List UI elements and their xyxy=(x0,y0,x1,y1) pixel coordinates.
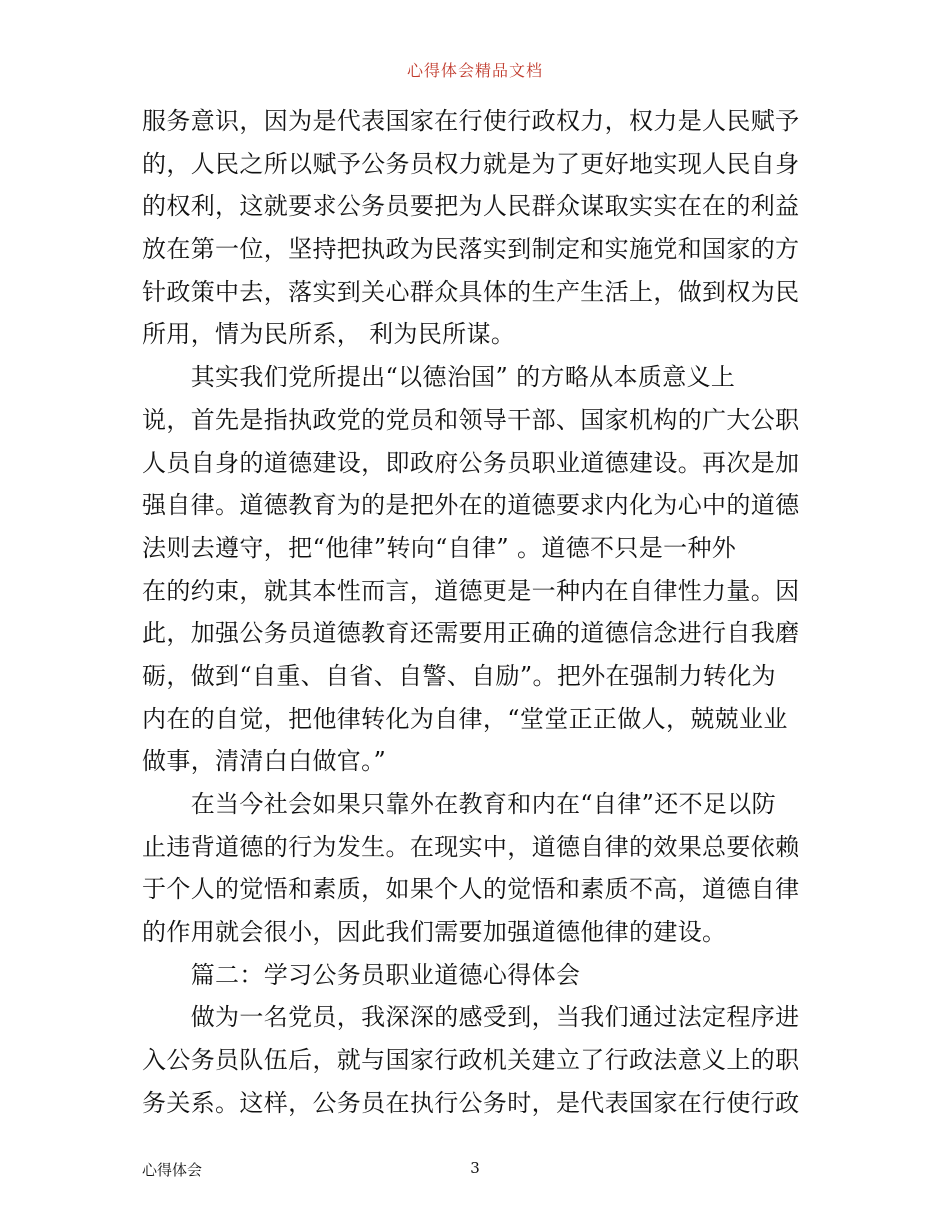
text-line: 务关系。这样，公务员在执行公务时，是代表国家在行使行政 xyxy=(142,1088,800,1117)
text-line: 止违背道德的行为发生。在现实中，道德自律的效果总要依赖 xyxy=(142,832,800,861)
page-number: 3 xyxy=(470,1159,480,1177)
text-line: 其实我们党所提出“以德治国” 的方略从本质意义上 xyxy=(142,363,736,392)
text-line: 人员自身的道德建设，即政府公务员职业道德建设。再次是加 xyxy=(142,448,800,477)
text-line: 在当今社会如果只靠外在教育和内在“自律”还不足以防 xyxy=(142,790,776,818)
text-line: 做为一名党员，我深深的感受到，当我们通过法定程序进 xyxy=(142,1003,800,1032)
text-line: 所用，情为民所系， 利为民所谋。 xyxy=(142,320,516,349)
text-line: 于个人的觉悟和素质，如果个人的觉悟和素质不高，道德自律 xyxy=(142,875,800,904)
body-text xyxy=(142,100,814,1125)
text-line: 针政策中去，落实到关心群众具体的生产生活上，做到权为民 xyxy=(142,277,800,306)
text-line: 的，人民之所以赋予公务员权力就是为了更好地实现人民自身 xyxy=(142,149,800,178)
text-line: 做事，清清白白做官。” xyxy=(142,747,387,776)
text-line: 此，加强公务员道德教育还需要用正确的道德信念进行自我磨 xyxy=(142,619,800,648)
text-line: 在的约束，就其本性而言，道德更是一种内在自律性力量。因 xyxy=(142,576,800,605)
text-line: 砺，做到“自重、自省、自警、自励”。把外在强制力转化为 xyxy=(142,661,776,690)
text-line: 说，首先是指执政党的党员和领导干部、国家机构的广大公职 xyxy=(142,405,800,434)
text-line: 法则去遵守，把“他律”转向“自律” 。道德不只是一种外 xyxy=(142,533,737,562)
footer-label: 心得体会 xyxy=(142,1161,203,1179)
text-line: 服务意识，因为是代表国家在行使行政权力，权力是人民赋予 xyxy=(142,107,800,135)
text-line: 的权利，这就要求公务员要把为人民群众谋取实实在在的利益 xyxy=(142,192,800,221)
text-line: 内在的自觉，把他律转化为自律，“堂堂正正做人，兢兢业业 xyxy=(142,704,788,733)
text-line: 的作用就会很小，因此我们需要加强道德他律的建设。 xyxy=(142,918,727,947)
text-line: 入公务员队伍后，就与国家行政机关建立了行政法意义上的职 xyxy=(142,1046,800,1075)
text-line: 篇二：学习公务员职业道德心得体会 xyxy=(142,960,581,989)
text-line: 放在第一位，坚持把执政为民落实到制定和实施党和国家的方 xyxy=(142,235,800,264)
text-line: 强自律。道德教育为的是把外在的道德要求内化为心中的道德 xyxy=(142,491,800,520)
page-header-title: 心得体会精品文档 xyxy=(406,61,543,80)
